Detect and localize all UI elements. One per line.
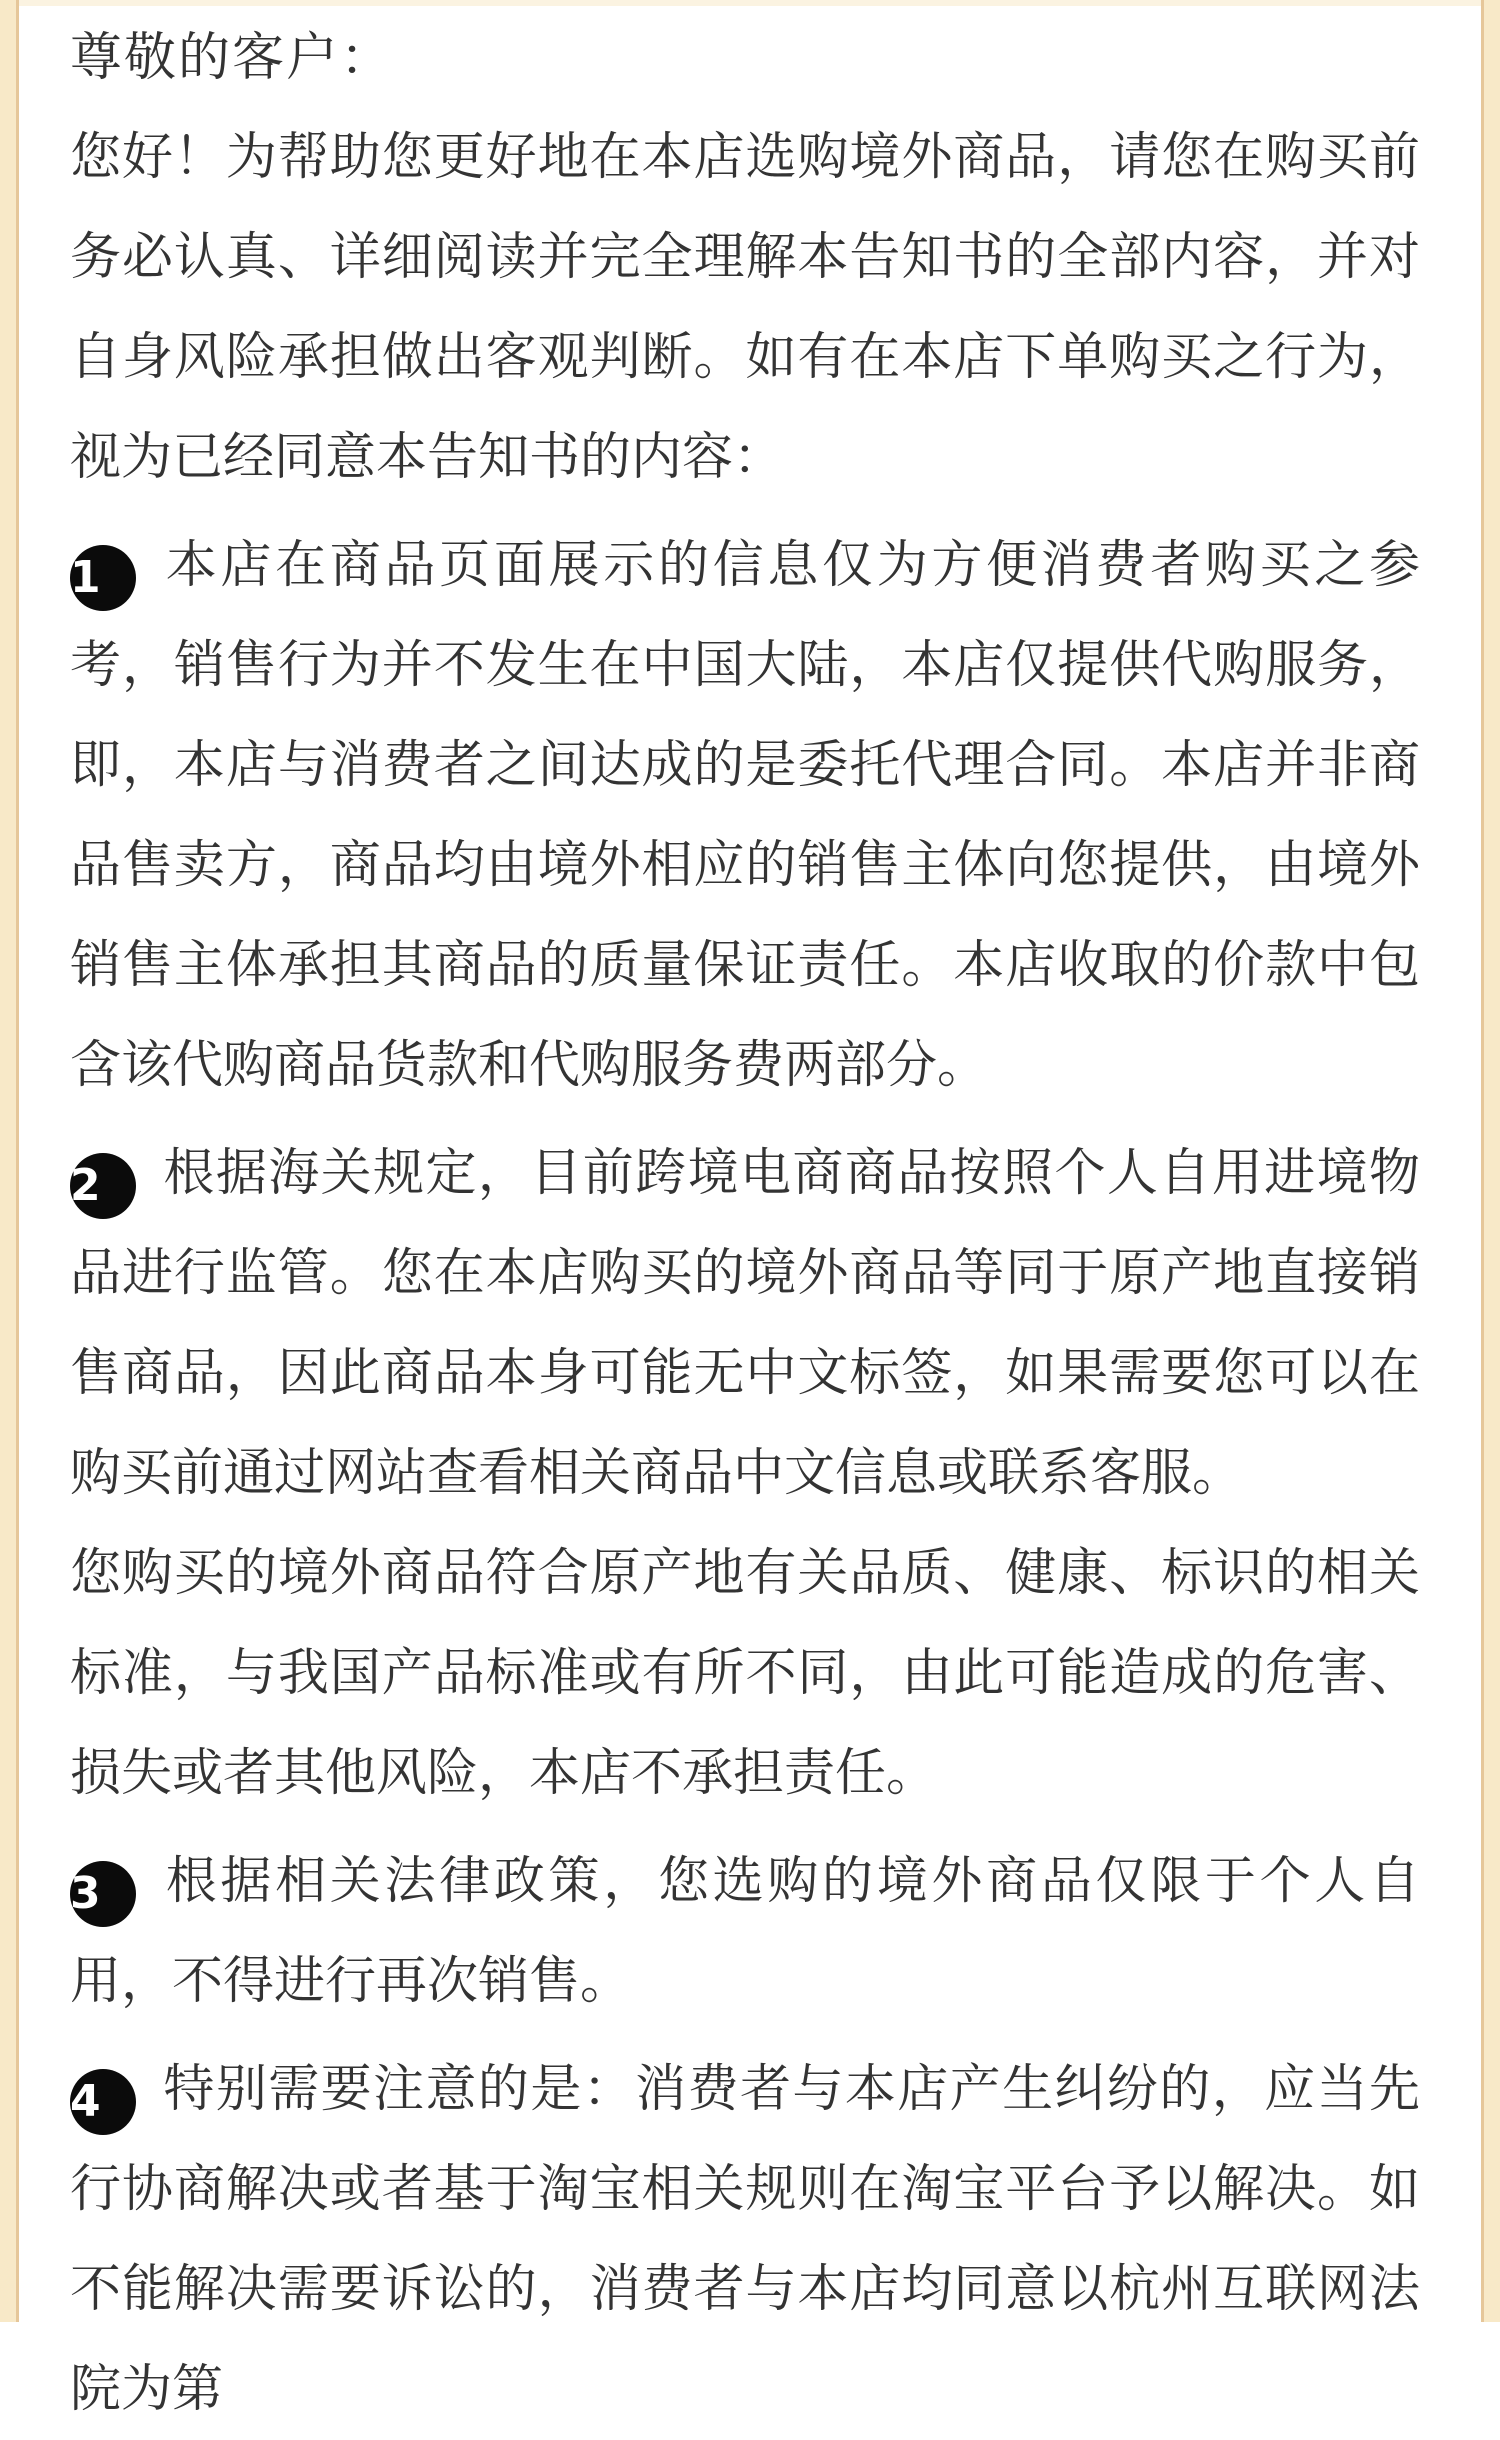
number-badge-3: 3	[70, 1861, 136, 1927]
item-2-text: 根据海关规定，目前跨境电商商品按照个人自用进境物品进行监管。您在本店购买的境外商品等同于原产地直接销售商品，因此商品本身可能无中文标签，如果需要您可以在购买前通过网站查看相关商品中文信息或联系客服。	[70, 1144, 1420, 1503]
greeting: 尊敬的客户：	[70, 28, 395, 88]
number-badge-1: 1	[70, 545, 136, 611]
left-border	[0, 0, 19, 2322]
number-badge-2: 2	[70, 1153, 136, 1219]
notice-item-1	[70, 516, 1420, 1116]
item-2-extra-text: 您购买的境外商品符合原产地有关品质、健康、标识的相关标准，与我国产品标准或有所不同，由此可能造成的危害、损失或者其他风险，本店不承担责任。	[70, 1544, 1420, 1803]
item-4-text: 特别需要注意的是：消费者与本店产生纠纷的，应当先行协商解决或者基于淘宝相关规则在淘宝平台予以解决。如不能解决需要诉讼的，消费者与本店均同意以杭州互联网法院为第	[70, 2060, 1420, 2419]
item-3-text: 根据相关法律政策，您选购的境外商品仅限于个人自用，不得进行再次销售。	[70, 1852, 1420, 2011]
right-border	[1481, 0, 1500, 2322]
number-badge-4: 4	[70, 2069, 136, 2135]
top-strip	[19, 0, 1481, 6]
notice-document	[70, 8, 1420, 2440]
notice-item-3	[70, 1832, 1420, 2032]
intro-paragraph: 您好！为帮助您更好地在本店选购境外商品，请您在购买前务必认真、详细阅读并完全理解本告知书的全部内容，并对自身风险承担做出客观判断。如有在本店下单购买之行为，视为已经同意本告知书的内容：	[70, 128, 1420, 487]
notice-item-2	[70, 1124, 1420, 1824]
notice-item-4	[70, 2040, 1420, 2440]
item-1-text: 本店在商品页面展示的信息仅为方便消费者购买之参考，销售行为并不发生在中国大陆，本店仅提供代购服务，即，本店与消费者之间达成的是委托代理合同。本店并非商品售卖方，商品均由境外相应的销售主体向您提供，由境外销售主体承担其商品的质量保证责任。本店收取的价款中包含该代购商品货款和代购服务费两部分。	[70, 536, 1420, 1095]
